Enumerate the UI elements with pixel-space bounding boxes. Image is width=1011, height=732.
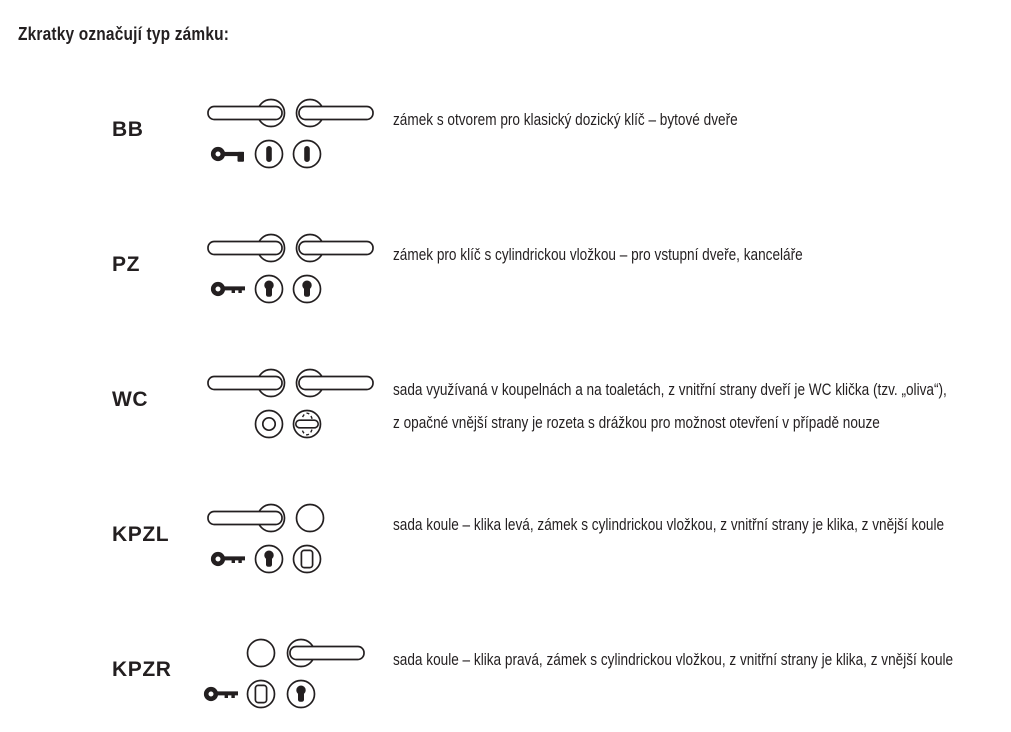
bit-key-icon — [213, 149, 244, 162]
lever-handle-left-icon — [208, 100, 285, 127]
lock-type-row-bb — [0, 76, 1011, 186]
keyhole-rosette-icon — [294, 141, 321, 168]
wc-oliva-turn-icon — [294, 411, 321, 438]
cylinder-key-icon — [213, 554, 245, 564]
bb-hardware-diagram — [200, 93, 380, 177]
blind-rosette-icon — [248, 681, 275, 708]
pz-hardware-diagram — [200, 228, 380, 312]
lever-handle-left-icon — [208, 235, 285, 262]
kpzr-hardware-diagram — [195, 633, 375, 717]
page-title: Zkratky označují typ zámku: — [18, 24, 230, 44]
lever-handle-right-icon — [288, 640, 365, 667]
description-line: sada využívaná v koupelnách a na toaletách, z vnitřní strany dveří je WC klička (tzv. „oliva“), — [393, 380, 947, 399]
lock-description-kpzl — [393, 508, 944, 541]
kpzl-hardware-diagram — [200, 498, 380, 582]
knob-icon — [297, 505, 324, 532]
cylinder-rosette-icon — [294, 276, 321, 303]
lever-handle-left-icon — [208, 505, 285, 532]
lock-description-bb — [393, 103, 738, 136]
keyhole-rosette-icon — [256, 141, 283, 168]
description-line: sada koule – klika pravá, zámek s cylindrickou vložkou, z vnitřní strany je klika, z vnější koule — [393, 650, 954, 669]
blind-rosette-icon — [294, 546, 321, 573]
lock-type-row-pz — [0, 211, 1011, 321]
lock-code-wc: WC — [112, 388, 149, 411]
knob-icon — [248, 640, 275, 667]
lock-code-pz: PZ — [112, 253, 141, 276]
lever-handle-right-icon — [297, 370, 374, 397]
wc-hardware-diagram — [200, 363, 380, 447]
lever-handle-left-icon — [208, 370, 285, 397]
lock-code-kpzl: KPZL — [112, 523, 170, 546]
lock-description-kpzr — [393, 643, 953, 676]
groove-rosette-icon — [256, 411, 283, 438]
cylinder-key-icon — [206, 689, 238, 699]
lever-handle-right-icon — [297, 235, 374, 262]
lock-type-row-kpzl — [0, 481, 1011, 591]
description-line: zámek s otvorem pro klasický dozický klíč – bytové dveře — [393, 110, 738, 129]
cylinder-rosette-icon — [288, 681, 315, 708]
description-line: zámek pro klíč s cylindrickou vložkou – pro vstupní dveře, kanceláře — [393, 245, 803, 264]
description-line: z opačné vnější strany je rozeta s drážkou pro možnost otevření v případě nouze — [393, 413, 880, 432]
lever-handle-right-icon — [297, 100, 374, 127]
description-line: sada koule – klika levá, zámek s cylindrickou vložkou, z vnitřní strany je klika, z vnější koule — [393, 515, 945, 534]
cylinder-rosette-icon — [256, 276, 283, 303]
lock-description-pz — [393, 238, 803, 271]
lock-code-bb: BB — [112, 118, 144, 141]
cylinder-key-icon — [213, 284, 245, 294]
lock-description-wc — [393, 373, 947, 439]
cylinder-rosette-icon — [256, 546, 283, 573]
lock-type-row-kpzr — [0, 616, 1011, 726]
lock-code-kpzr: KPZR — [112, 658, 172, 681]
lock-type-row-wc — [0, 346, 1011, 456]
